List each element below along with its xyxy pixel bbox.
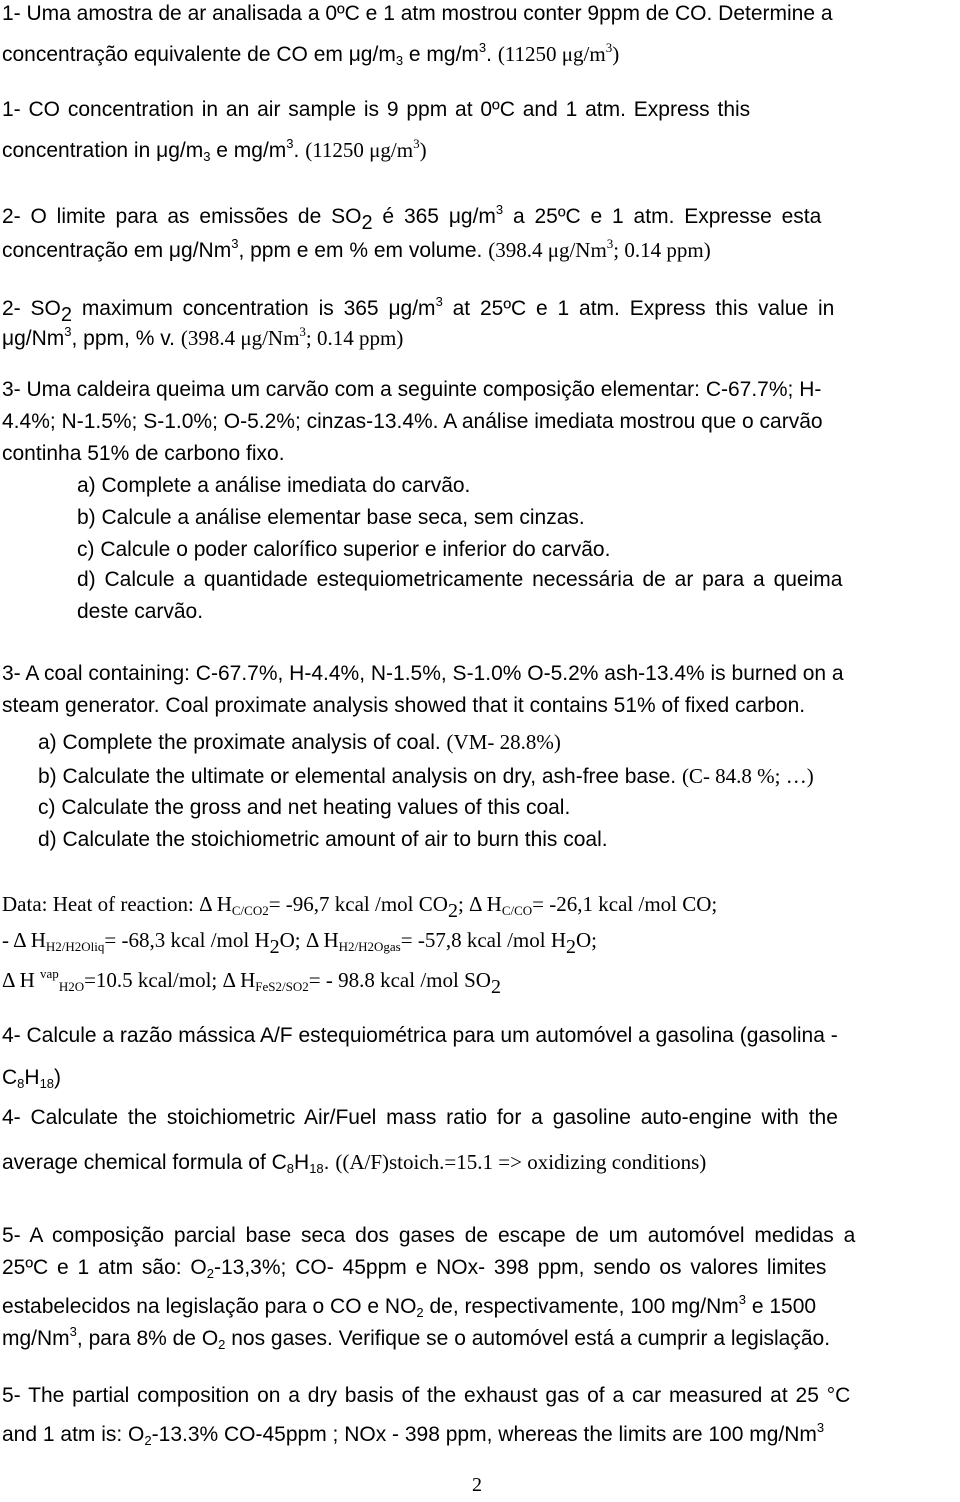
page-number: 2 — [472, 1474, 482, 1496]
q2-en-answer: (398.4 μg/Nm$^3$; 0.14 ppm) — [180, 324, 404, 350]
q4-pt-line-1: 4- Calcule a razão mássica A/F estequiométrica para um automóvel a gasolina (gasolina - — [2, 1024, 838, 1047]
q3-pt-item-b: b) Calcule a análise elementar base seca, sem cinzas. — [77, 506, 585, 529]
q2-en-line-1: 2- $SO_2$ maximum concentration is 365 $\mu g/m^3$ at 25ºC e 1 atm. Express this value in — [2, 294, 835, 326]
q5-en-line-1: 5- The partial composition on a dry basis of the exhaust gas of a car measured at 25 °C — [2, 1384, 851, 1407]
q3-en-item-d: d) Calculate the stoichiometric amount of air to burn this coal. — [38, 828, 608, 851]
data-line-3: Δ H $^{vap}_{H2O}$=10.5 kcal/mol; Δ $H_{FeS2/SO2}= - 98.8$ kcal /mol $SO_2$ — [2, 966, 501, 998]
delta-icon: Δ — [469, 892, 482, 916]
q3-pt-line-2: 4.4%; N-1.5%; S-1.0%; O-5.2%; cinzas-13.4%. A análise imediata mostrou que o carvão — [2, 410, 823, 433]
q1-pt-line-1: 1- Uma amostra de ar analisada a 0ºC e 1 atm mostrou conter 9ppm de CO. Determine a — [2, 2, 833, 25]
q2-pt-line-2: concentração em μg/Nm$^3$, ppm e em % em volume. (398.4 μg/Nm$^3$; 0.14 ppm) — [2, 236, 711, 262]
delta-icon: Δ — [222, 968, 235, 992]
q3-pt-item-a: a) Complete a análise imediata do carvão. — [77, 474, 471, 497]
q1-pt-answer: (11250 $\mu g/m^3$) — [497, 40, 620, 66]
delta-icon: Δ — [199, 892, 212, 916]
q3-en-line-1: 3- A coal containing: C-67.7%, H-4.4%, N-1.5%, S-1.0% O-5.2% ash-13.4% is burned on a — [2, 662, 844, 685]
q3-en-line-2: steam generator. Coal proximate analysis showed that it contains 51% of fixed carbon. — [2, 694, 806, 717]
q3-pt-item-d: d) Calcule a quantidade estequiometricamente necessária de ar para a queima — [77, 568, 843, 591]
delta-icon: Δ — [305, 928, 319, 952]
q4-en-line-2: average chemical formula of $C_8H_{18}$. ((A/F)stoich.=15.1 => oxidizing conditions) — [2, 1150, 707, 1176]
q2-pt-answer: (398.4 μg/Nm$^3$; 0.14 ppm) — [488, 236, 711, 262]
data-line-1: Data: Heat of reaction: Δ $H_{C/CO2}= -96,7$ kcal /mol $CO_2$; Δ $H_{C/CO}= -26,1$ kcal /mol CO; — [2, 892, 718, 922]
q3-en-item-b: b) Calculate the ultimate or elemental analysis on dry, ash-free base. (C- 84.8 %; …) — [38, 764, 814, 788]
q3-pt-line-1: 3- Uma caldeira queima um carvão com a seguinte composição elementar: C-67.7%; H- — [2, 378, 822, 401]
q3-pt-item-c: c) Calcule o poder calorífico superior e inferior do carvão. — [77, 538, 611, 561]
delta-icon: Δ — [13, 928, 26, 952]
q5-pt-line-1: 5- A composição parcial base seca dos gases de escape de um automóvel medidas a — [2, 1224, 856, 1247]
q4-pt-line-2: $C_8H_{18}$) — [2, 1066, 62, 1091]
delta-icon: Δ — [2, 968, 15, 992]
q3-en-item-a: a) Complete the proximate analysis of coal. (VM- 28.8%) — [38, 730, 561, 754]
q1-en-line-1: 1- CO concentration in an air sample is 9 ppm at 0ºC and 1 atm. Express this — [2, 98, 751, 121]
q1-en-answer: (11250 $\mu g/m^3$) — [305, 136, 427, 162]
q5-en-line-2: and 1 atm is: $O_2-13.3\%$ CO-45ppm ; NOx - 398 ppm, whereas the limits are 100 mg/Nm$^3$ — [2, 1420, 825, 1448]
q3-pt-line-3: continha 51% de carbono fixo. — [2, 442, 285, 465]
q1-pt-line-2: concentração equivalente de CO em $\mu g/m_3$ e $mg/m^3$. (11250 $\mu g/m^3$) — [2, 40, 620, 68]
q5-pt-line-2: 25ºC e 1 atm são: $O_2-13,3\%$; CO- 45ppm e NOx- 398 ppm, sendo os valores limites — [2, 1256, 827, 1281]
q5-pt-line-3: estabelecidos na legislação para o CO e $NO_2$ de, respectivamente, 100 mg/Nm$^3$ e 1500 — [2, 1292, 817, 1320]
q3-pt-item-d-cont: deste carvão. — [77, 600, 204, 623]
q4-en-answer: ((A/F)stoich.=15.1 => oxidizing conditions) — [335, 1150, 707, 1174]
data-line-2: - Δ $H_{H2/H2Oliq}= -68,3$ kcal /mol $H_2O$; Δ $H_{H2/H2Ogas}= -57,8$ kcal /mol $H_2O$; — [2, 928, 597, 958]
q2-en-line-2: μg/Nm$^3$, ppm, % v. (398.4 μg/Nm$^3$; 0.14 ppm) — [2, 324, 404, 350]
q3-en-item-c: c) Calculate the gross and net heating values of this coal. — [38, 796, 571, 819]
q1-en-line-2: concentration in $\mu g/m_3$ e $mg/m^3$. (11250 $\mu g/m^3$) — [2, 136, 427, 164]
q5-pt-line-4: mg/Nm$^3$, para 8% de $O_2$ nos gases. Verifique se o automóvel está a cumprir a legislação. — [2, 1324, 831, 1352]
q2-pt-line-1: 2- O limite para as emissões de $SO_2$ é 365 $\mu g/m^3$ a 25ºC e 1 atm. Expresse esta — [2, 202, 822, 234]
q4-en-line-1: 4- Calculate the stoichiometric Air/Fuel mass ratio for a gasoline auto-engine with the — [2, 1106, 838, 1129]
